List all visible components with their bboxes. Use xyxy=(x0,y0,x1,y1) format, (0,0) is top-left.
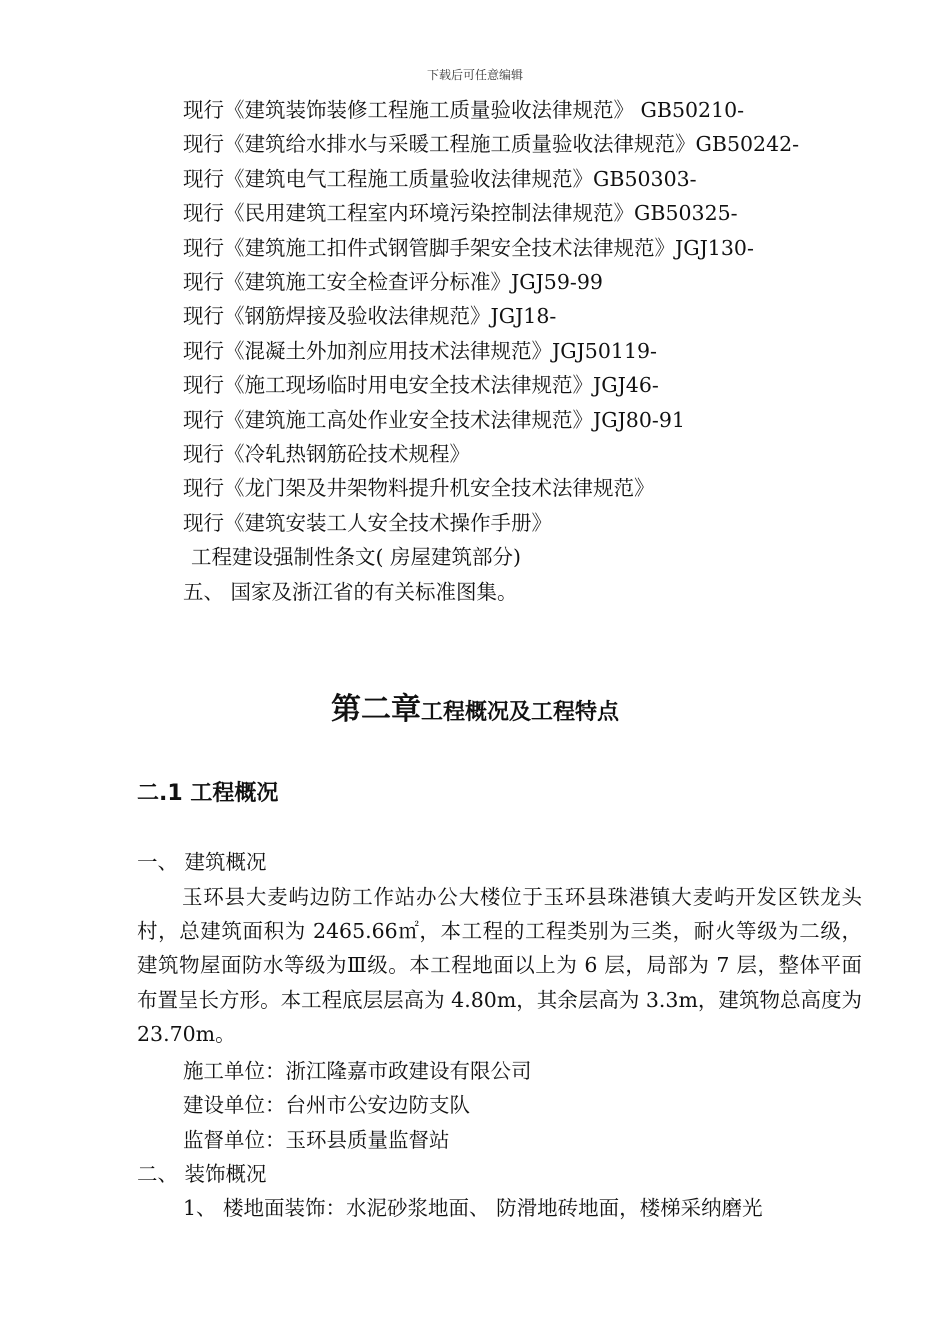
standard-item: 现行《建筑给水排水与采暖工程施工质量验收法律规范》GB50242- xyxy=(183,132,800,157)
standard-item: 现行《民用建筑工程室内环境污染控制法律规范》GB50325- xyxy=(183,201,738,226)
owner-line: 建设单位：台州市公安边防支队 xyxy=(183,1093,470,1117)
standard-item: 现行《龙门架及井架物料提升机安全技术法律规范》 xyxy=(183,476,655,501)
item-five-line: 五、 国家及浙江省的有关标准图集。 xyxy=(183,580,518,604)
supervisor-line: 监督单位：玉环县质量监督站 xyxy=(183,1128,450,1152)
chapter-heading xyxy=(0,684,950,728)
building-overview-paragraph: 玉环县大麦屿边防工作站办公大楼位于玉环县珠港镇大麦屿开发区铁龙头村，总建筑面积为 2465.66㎡，本工程的工程类别为三类，耐火等级为二级，建筑物屋面防水等级为Ⅲ级。本工程地面以上为 6 层，局部为 7 层，整体平面布置呈长方形。本工程底层层高为 4.80m，其余层高为 3.3m，建筑物总高度为 23.70m。 xyxy=(137,885,862,1046)
contractor-line: 施工单位：浙江隆嘉市政建设有限公司 xyxy=(183,1059,532,1083)
mandatory-articles-line: 工程建设强制性条文( 房屋建筑部分) xyxy=(191,545,522,569)
standard-item: 现行《冷轧热钢筋砼技术规程》 xyxy=(183,441,470,466)
standard-item: 现行《建筑施工扣件式钢管脚手架安全技术法律规范》JGJ130- xyxy=(183,235,754,260)
standard-item: 现行《建筑电气工程施工质量验收法律规范》GB50303- xyxy=(183,166,697,191)
chapter-title: 工程概况及工程特点 xyxy=(420,700,619,725)
floor-decoration-line: 1、 楼地面装饰：水泥砂浆地面、 防滑地砖地面，楼梯采纳磨光 xyxy=(183,1196,763,1220)
standards-list xyxy=(183,93,799,540)
chapter-number: 第二章 xyxy=(330,692,421,727)
decoration-overview-heading: 二、 装饰概况 xyxy=(137,1162,267,1186)
standard-item: 现行《混凝土外加剂应用技术法律规范》JGJ50119- xyxy=(183,338,657,363)
standard-item: 现行《建筑安装工人安全技术操作手册》 xyxy=(183,510,552,535)
standard-item: 现行《施工现场临时用电安全技术法律规范》JGJ46- xyxy=(183,373,659,398)
standard-item: 现行《建筑施工高处作业安全技术法律规范》JGJ80-91 xyxy=(183,407,685,432)
standard-item: 现行《建筑装饰装修工程施工质量验收法律规范》 GB50210- xyxy=(183,98,745,122)
building-overview-heading: 一、 建筑概况 xyxy=(137,850,267,874)
standard-item: 现行《钢筋焊接及验收法律规范》JGJ18- xyxy=(183,304,557,329)
header-note: 下载后可任意编辑 xyxy=(426,68,523,82)
section-heading: 二.1 工程概况 xyxy=(137,781,279,806)
standard-item: 现行《建筑施工安全检查评分标准》JGJ59-99 xyxy=(183,269,603,294)
